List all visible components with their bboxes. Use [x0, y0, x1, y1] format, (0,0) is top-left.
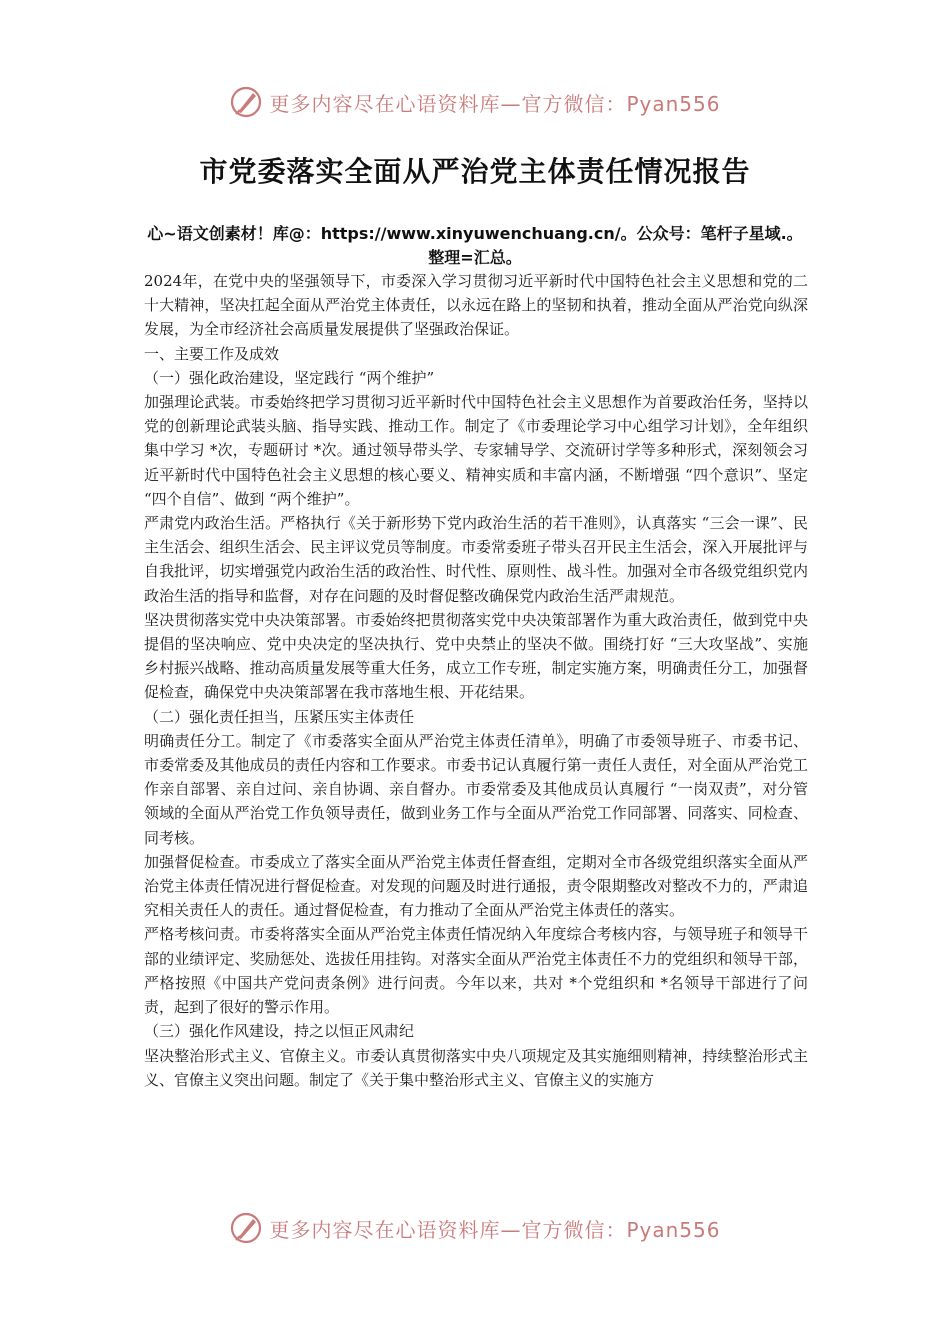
section-heading: 一、主要工作及成效 — [144, 344, 280, 363]
paragraph: 加强督促检查。市委成立了落实全面从严治党主体责任督查组，定期对全市各级党组织落实全面从严治党主体责任情况进行督促检查。对发现的问题及时进行通报，责令限期整改对整改不力的，严肃追究相关责任人的责任。通过督促检查，有力推动了全面从严治党主体责任的落实。 — [144, 852, 808, 920]
watermark-banner-bottom — [0, 1208, 950, 1248]
source-line-1: 心~语文创素材！库@：https://www.xinyuwenchuang.cn/。公众号：笔杆子星域.。 — [147, 224, 803, 243]
page-title: 市党委落实全面从严治党主体责任情况报告 — [199, 155, 751, 188]
source-note — [0, 222, 950, 270]
paragraph: 严格考核问责。市委将落实全面从严治党主体责任情况纳入年度综合考核内容，与领导班子和领导干部的业绩评定、奖励惩处、选拔任用挂钩。对落实全面从严治党主体责任不力的党组织和领导干部，严格按照《中国共产党问责条例》进行问责。今年以来，共对 *个党组织和 *名领导干部进行了问责，起到了很好的警示作用。 — [144, 925, 808, 1017]
watermark-banner-top — [0, 82, 950, 122]
paragraph: 加强理论武装。市委始终把学习贯彻习近平新时代中国特色社会主义思想作为首要政治任务，坚持以党的创新理论武装头脑、指导实践、推动工作。制定了《市委理论学习中心组学习计划》，全年组织集中学习 *次，专题研讨 *次。通过领导带头学、专家辅导学、交流研讨学等多种形式，深刻领会习近平新时代中国特色社会主义思想的核心要义、精神实质和丰富内涵，不断增强 “四个意识”、坚定 “四个自信”、做到 “两个维护”。 — [144, 393, 808, 508]
source-line-2: 整理=汇总。 — [428, 248, 522, 267]
quill-pen-icon — [229, 1211, 263, 1245]
watermark-text: 更多内容尽在心语资料库—官方微信：Pyan556 — [269, 1217, 721, 1242]
paragraph: 明确责任分工。制定了《市委落实全面从严治党主体责任清单》，明确了市委领导班子、市委书记、市委常委及其他成员的责任内容和工作要求。市委书记认真履行第一责任人责任，对全面从严治党工作亲自部署、亲自过问、亲自协调、亲自督办。市委常委及其他成员认真履行 “一岗双责”，对分管领域的全面从严治党工作负领导责任，做到业务工作与全面从严治党工作同部署、同落实、同检查、同考核。 — [144, 731, 808, 847]
quill-pen-icon — [229, 85, 263, 119]
paragraph: 坚决贯彻落实党中央决策部署。市委始终把贯彻落实党中央决策部署作为重大政治责任，做到党中央提倡的坚决响应、党中央决定的坚决执行、党中央禁止的坚决不做。围绕打好 “三大攻坚战”、实施乡村振兴战略、推动高质量发展等重大任务，成立工作专班，制定实施方案，明确责任分工，加强督促检查，确保党中央决策部署在我市落地生根、开花结果。 — [144, 610, 808, 702]
watermark-text: 更多内容尽在心语资料库—官方微信：Pyan556 — [269, 91, 721, 116]
document-body — [144, 269, 808, 1092]
paragraph: 2024年，在党中央的坚强领导下，市委深入学习贯彻习近平新时代中国特色社会主义思想和党的二十大精神，坚决扛起全面从严治党主体责任，以永远在路上的坚韧和执着，推动全面从严治党向纵深发展，为全市经济社会高质量发展提供了坚强政治保证。 — [144, 272, 808, 339]
subsection-heading: （三）强化作风建设，持之以恒正风肃纪 — [144, 1022, 415, 1041]
subsection-heading: （一）强化政治建设，坚定践行 “两个维护” — [144, 368, 435, 387]
paragraph: 严肃党内政治生活。严格执行《关于新形势下党内政治生活的若干准则》，认真落实 “三会一课”、民主生活会、组织生活会、民主评议党员等制度。市委常委班子带头召开民主生活会，深入开展批评与自我批评，切实增强党内政治生活的政治性、时代性、原则性、战斗性。加强对全市各级党组织党内政治生活的指导和监督，对存在问题的及时督促整改确保党内政治生活严肃规范。 — [144, 514, 808, 605]
subsection-heading: （二）强化责任担当，压紧压实主体责任 — [144, 707, 415, 726]
paragraph: 坚决整治形式主义、官僚主义。市委认真贯彻落实中央八项规定及其实施细则精神，持续整治形式主义、官僚主义突出问题。制定了《关于集中整治形式主义、官僚主义的实施方 — [144, 1046, 808, 1089]
